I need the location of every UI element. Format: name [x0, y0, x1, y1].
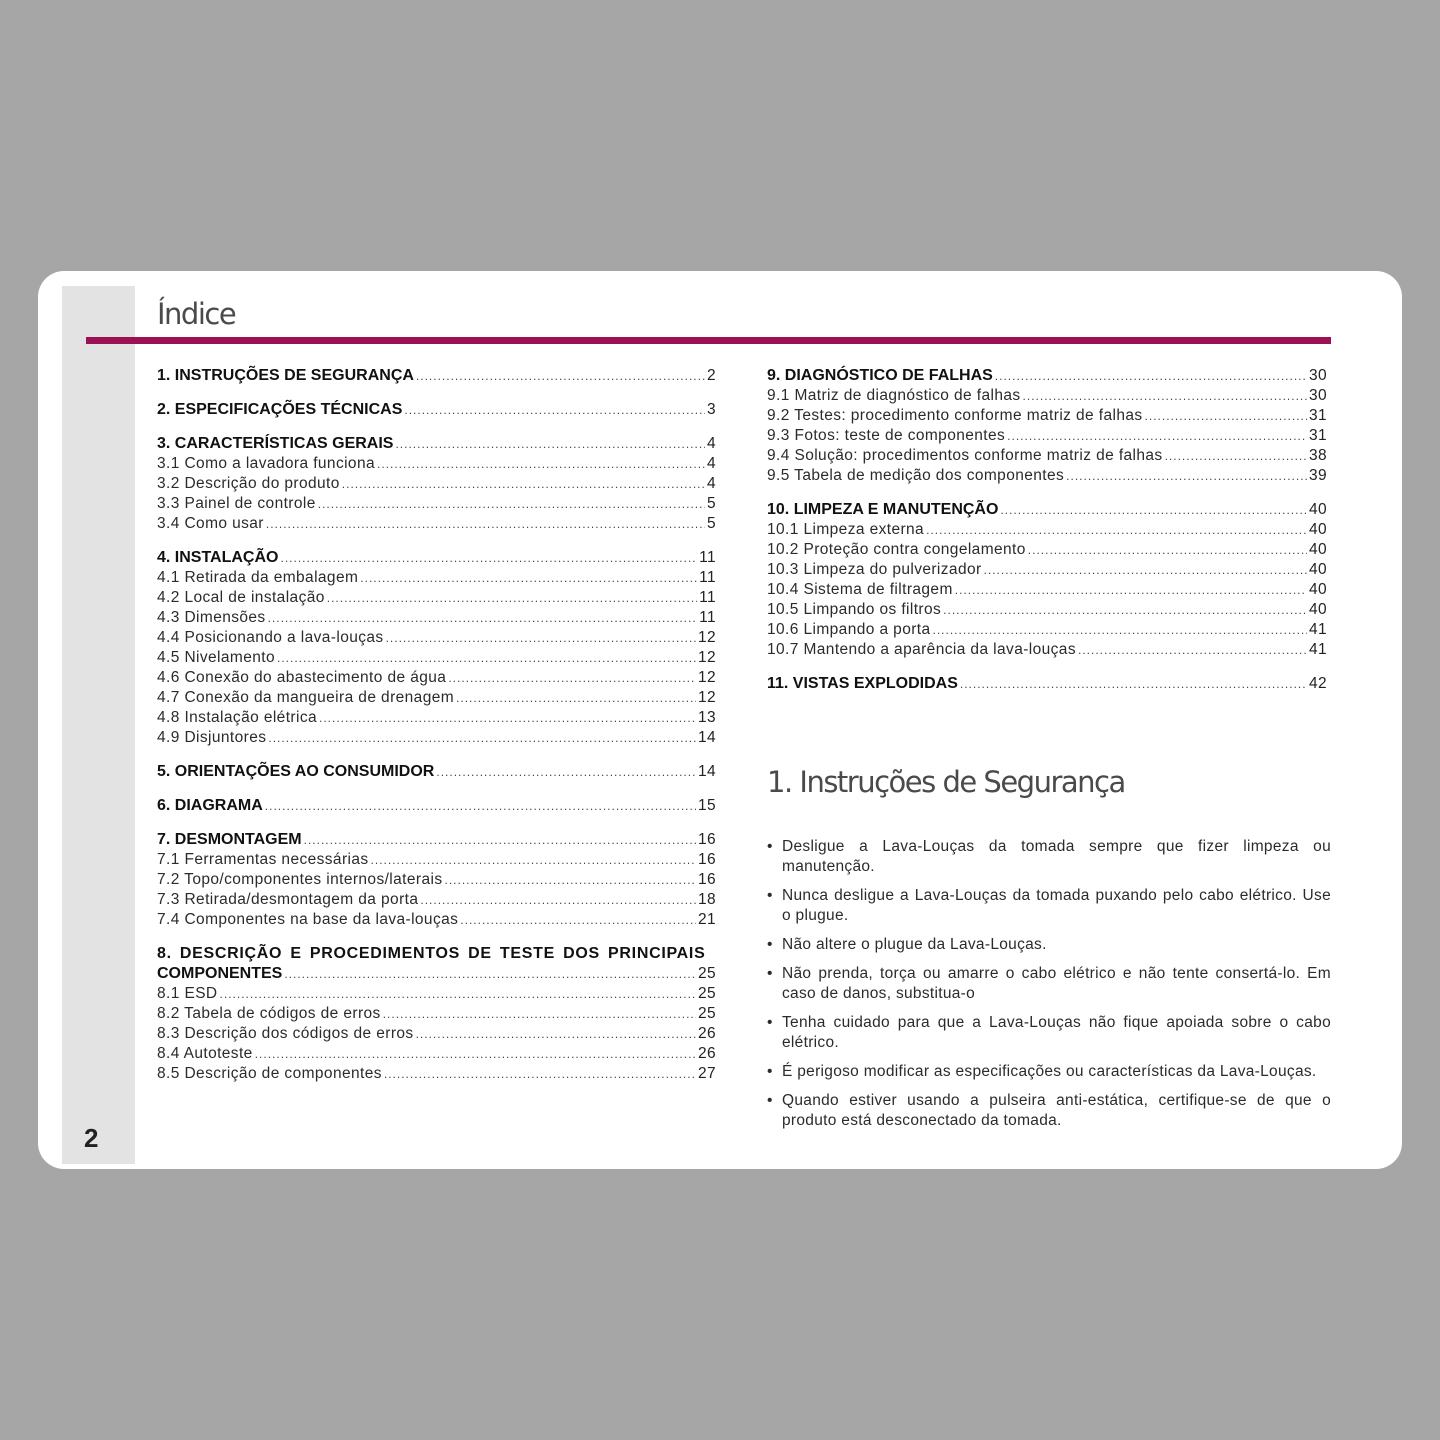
- safety-instruction-text: Tenha cuidado para que a Lava-Louças não fique apoiada sobre o cabo elétrico.: [782, 1014, 1331, 1051]
- toc-entry-label: 10.1 Limpeza externa: [767, 521, 925, 538]
- toc-entry-label: 4.3 Dimensões: [157, 609, 266, 626]
- toc-subsection-entry[interactable]: [157, 890, 716, 910]
- safety-instructions-list: [767, 837, 1331, 1140]
- toc-group: [157, 830, 716, 930]
- toc-entry-label: COMPONENTES: [157, 965, 283, 982]
- toc-dot-leader: [318, 494, 705, 514]
- toc-subsection-entry[interactable]: [157, 628, 716, 648]
- toc-section-entry[interactable]: [157, 400, 716, 420]
- toc-entry-label: 7. DESMONTAGEM: [157, 831, 302, 848]
- toc-dot-leader: [1066, 466, 1307, 486]
- toc-dot-leader: [268, 608, 698, 628]
- toc-subsection-entry[interactable]: [157, 514, 716, 534]
- toc-dot-leader: [1000, 500, 1307, 520]
- toc-subsection-entry[interactable]: [157, 708, 716, 728]
- toc-section-entry[interactable]: [157, 366, 716, 386]
- toc-subsection-entry[interactable]: [157, 568, 716, 588]
- toc-subsection-entry[interactable]: [767, 560, 1327, 580]
- page-title: Índice: [157, 297, 236, 331]
- toc-page-number: 39: [1308, 467, 1327, 484]
- toc-page-number: 16: [697, 831, 716, 848]
- toc-entry-label: 4.8 Instalação elétrica: [157, 709, 317, 726]
- toc-page-number: 12: [697, 669, 716, 686]
- toc-subsection-entry[interactable]: [157, 588, 716, 608]
- toc-dot-leader: [460, 910, 696, 930]
- toc-subsection-entry[interactable]: [767, 580, 1327, 600]
- toc-entry-label: 9.2 Testes: procedimento conforme matriz de falhas: [767, 407, 1143, 424]
- toc-entry-label: 9.1 Matriz de diagnóstico de falhas: [767, 387, 1021, 404]
- toc-entry-label: 7.1 Ferramentas necessárias: [157, 851, 369, 868]
- safety-instruction-item: [767, 1013, 1331, 1053]
- toc-dot-leader: [386, 628, 696, 648]
- safety-instruction-item: [767, 837, 1331, 877]
- bullet-icon: •: [767, 838, 773, 855]
- toc-page-number: 5: [706, 495, 716, 512]
- toc-entry-label: 3. CARACTERÍSTICAS GERAIS: [157, 435, 394, 452]
- side-strip: [62, 286, 135, 1164]
- toc-dot-leader: [960, 674, 1307, 694]
- toc-subsection-entry[interactable]: [157, 1024, 716, 1044]
- toc-entry-label: 8.1 ESD: [157, 985, 218, 1002]
- toc-page-number: 27: [697, 1065, 716, 1082]
- toc-entry-label: 9.4 Solução: procedimentos conforme matriz de falhas: [767, 447, 1163, 464]
- toc-entry-label: 8.2 Tabela de códigos de erros: [157, 1005, 381, 1022]
- toc-page-number: 41: [1308, 621, 1327, 638]
- toc-entry-label: 10.6 Limpando a porta: [767, 621, 931, 638]
- toc-entry-label: 4.7 Conexão da mangueira de drenagem: [157, 689, 455, 706]
- toc-group: [157, 434, 716, 534]
- toc-subsection-entry[interactable]: [157, 668, 716, 688]
- toc-page-number: 12: [697, 649, 716, 666]
- toc-entry-label: 10.5 Limpando os filtros: [767, 601, 942, 618]
- toc-subsection-entry[interactable]: [157, 608, 716, 628]
- toc-page-number: 25: [697, 985, 716, 1002]
- toc-page-number: 31: [1308, 407, 1327, 424]
- section-title: 1. Instruções de Segurança: [767, 765, 1125, 799]
- toc-page-number: 30: [1308, 367, 1327, 384]
- toc-dot-leader: [377, 454, 705, 474]
- toc-dot-leader: [384, 1064, 696, 1084]
- toc-dot-leader: [448, 668, 696, 688]
- toc-dot-leader: [456, 688, 696, 708]
- safety-instruction-item: [767, 964, 1331, 1004]
- toc-page-number: 12: [697, 689, 716, 706]
- toc-dot-leader: [984, 560, 1307, 580]
- toc-entry-label: 3.2 Descrição do produto: [157, 475, 340, 492]
- bullet-icon: •: [767, 1092, 773, 1109]
- toc-subsection-entry[interactable]: [767, 620, 1327, 640]
- toc-section-entry[interactable]: [157, 964, 716, 984]
- toc-entry-label: 8.5 Descrição de componentes: [157, 1065, 382, 1082]
- safety-instruction-text: Desligue a Lava-Louças da tomada sempre que fizer limpeza ou manutenção.: [782, 838, 1331, 875]
- toc-subsection-entry[interactable]: [157, 984, 716, 1004]
- toc-entry-label: 10.4 Sistema de filtragem: [767, 581, 953, 598]
- toc-subsection-entry[interactable]: [157, 688, 716, 708]
- toc-page-number: 21: [697, 911, 716, 928]
- toc-subsection-entry[interactable]: [157, 870, 716, 890]
- toc-entry-label: 4.1 Retirada da embalagem: [157, 569, 359, 586]
- safety-instruction-item: [767, 935, 1331, 955]
- toc-dot-leader: [1078, 640, 1307, 660]
- toc-dot-leader: [255, 1044, 696, 1064]
- toc-page-number: 11: [699, 609, 716, 626]
- toc-group: [157, 366, 716, 386]
- toc-entry-label: 4.5 Nivelamento: [157, 649, 276, 666]
- toc-section-entry[interactable]: [157, 548, 716, 568]
- toc-dot-leader: [304, 830, 696, 850]
- toc-entry-label: 9.3 Fotos: teste de componentes: [767, 427, 1006, 444]
- toc-entry-label: 7.3 Retirada/desmontagem da porta: [157, 891, 419, 908]
- toc-subsection-entry[interactable]: [767, 600, 1327, 620]
- toc-page-number: 15: [697, 797, 716, 814]
- safety-instruction-text: É perigoso modificar as especificações ou características da Lava-Louças.: [782, 1063, 1317, 1080]
- bullet-icon: •: [767, 965, 773, 982]
- toc-section-entry[interactable]: [767, 366, 1327, 386]
- toc-dot-leader: [436, 762, 696, 782]
- toc-page-number: 26: [697, 1025, 716, 1042]
- toc-entry-label: 2. ESPECIFICAÇÕES TÉCNICAS: [157, 401, 403, 418]
- toc-entry-label: 4.4 Posicionando a lava-louças: [157, 629, 384, 646]
- toc-dot-leader: [1165, 446, 1307, 466]
- title-divider: [86, 337, 1331, 344]
- toc-section-entry[interactable]: [157, 944, 716, 964]
- toc-page-number: 25: [697, 965, 716, 982]
- toc-subsection-entry[interactable]: [767, 386, 1327, 406]
- toc-page-number: 4: [706, 455, 716, 472]
- toc-group: [157, 762, 716, 782]
- toc-entry-label: 4.6 Conexão do abastecimento de água: [157, 669, 447, 686]
- toc-entry-label: 3.1 Como a lavadora funciona: [157, 455, 375, 472]
- toc-entry-label: 10.7 Mantendo a aparência da lava-louças: [767, 641, 1076, 658]
- toc-group: [157, 548, 716, 748]
- toc-entry-label: 10.2 Proteção contra congelamento: [767, 541, 1026, 558]
- manual-page: [38, 271, 1402, 1169]
- safety-instruction-text: Não prenda, torça ou amarre o cabo elétrico e não tente consertá-lo. Em caso de danos, substitua-o: [782, 965, 1331, 1002]
- toc-subsection-entry[interactable]: [767, 640, 1327, 660]
- toc-subsection-entry[interactable]: [767, 446, 1327, 466]
- safety-instruction-text: Nunca desligue a Lava-Louças da tomada puxando pelo cabo elétrico. Use o plugue.: [782, 887, 1331, 924]
- toc-section-entry[interactable]: [767, 674, 1327, 694]
- toc-dot-leader: [1007, 426, 1307, 446]
- toc-dot-leader: [1028, 540, 1307, 560]
- toc-dot-leader: [383, 1004, 696, 1024]
- safety-instruction-item: [767, 1091, 1331, 1131]
- toc-entry-label: 4.9 Disjuntores: [157, 729, 267, 746]
- toc-page-number: 30: [1308, 387, 1327, 404]
- toc-dot-leader: [1023, 386, 1307, 406]
- toc-page-number: 5: [706, 515, 716, 532]
- toc-subsection-entry[interactable]: [157, 1064, 716, 1084]
- toc-subsection-entry[interactable]: [767, 520, 1327, 540]
- toc-page-number: 11: [699, 589, 716, 606]
- toc-page-number: 42: [1308, 675, 1327, 692]
- toc-subsection-entry[interactable]: [767, 406, 1327, 426]
- toc-entry-label: 11. VISTAS EXPLODIDAS: [767, 675, 958, 692]
- toc-subsection-entry[interactable]: [157, 1044, 716, 1064]
- toc-group: [767, 500, 1327, 660]
- toc-entry-label: 8.4 Autoteste: [157, 1045, 253, 1062]
- toc-dot-leader: [284, 964, 696, 984]
- toc-entry-label: 10. LIMPEZA E MANUTENÇÃO: [767, 501, 999, 518]
- toc-dot-leader: [1145, 406, 1307, 426]
- bullet-icon: •: [767, 887, 773, 904]
- toc-dot-leader: [371, 850, 696, 870]
- toc-page-number: 25: [697, 1005, 716, 1022]
- toc-dot-leader: [955, 580, 1307, 600]
- toc-page-number: 16: [697, 871, 716, 888]
- toc-group: [767, 366, 1327, 486]
- toc-dot-leader: [933, 620, 1307, 640]
- toc-group: [767, 674, 1327, 694]
- safety-instruction-item: [767, 886, 1331, 926]
- toc-section-entry[interactable]: [157, 434, 716, 454]
- toc-subsection-entry[interactable]: [157, 494, 716, 514]
- toc-page-number: 12: [697, 629, 716, 646]
- toc-entry-label: 3.3 Painel de controle: [157, 495, 316, 512]
- toc-page-number: 38: [1308, 447, 1327, 464]
- toc-page-number: 3: [706, 401, 716, 418]
- toc-page-number: 40: [1308, 601, 1327, 618]
- toc-entry-label: 9. DIAGNÓSTICO DE FALHAS: [767, 367, 993, 384]
- toc-dot-leader: [404, 400, 705, 420]
- bullet-icon: •: [767, 1014, 773, 1031]
- toc-page-number: 18: [697, 891, 716, 908]
- toc-page-number: 11: [699, 569, 716, 586]
- toc-entry-label: 8.3 Descrição dos códigos de erros: [157, 1025, 414, 1042]
- toc-dot-leader: [268, 728, 696, 748]
- toc-entry-label: 4. INSTALAÇÃO: [157, 549, 279, 566]
- toc-dot-leader: [220, 984, 696, 1004]
- toc-right-column: [767, 366, 1327, 708]
- toc-section-entry[interactable]: [157, 796, 716, 816]
- toc-page-number: 4: [706, 475, 716, 492]
- toc-group: [157, 944, 716, 1084]
- page-number: 2: [84, 1123, 99, 1153]
- toc-entry-label: 7.4 Componentes na base da lava-louças: [157, 911, 459, 928]
- toc-dot-leader: [266, 514, 705, 534]
- toc-page-number: 40: [1308, 581, 1327, 598]
- safety-instruction-item: [767, 1062, 1331, 1082]
- bullet-icon: •: [767, 1063, 773, 1080]
- toc-entry-label: 10.3 Limpeza do pulverizador: [767, 561, 982, 578]
- toc-page-number: 40: [1308, 561, 1327, 578]
- toc-dot-leader: [943, 600, 1307, 620]
- toc-page-number: 40: [1308, 501, 1327, 518]
- toc-page-number: 31: [1308, 427, 1327, 444]
- toc-subsection-entry[interactable]: [157, 648, 716, 668]
- toc-dot-leader: [995, 366, 1307, 386]
- toc-section-entry[interactable]: [157, 762, 716, 782]
- toc-dot-leader: [416, 1024, 696, 1044]
- toc-subsection-entry[interactable]: [767, 466, 1327, 486]
- toc-group: [157, 400, 716, 420]
- toc-page-number: 26: [697, 1045, 716, 1062]
- toc-subsection-entry[interactable]: [767, 540, 1327, 560]
- toc-dot-leader: [360, 568, 697, 588]
- toc-dot-leader: [342, 474, 705, 494]
- toc-page-number: 11: [699, 549, 716, 566]
- toc-page-number: 16: [697, 851, 716, 868]
- toc-page-number: 13: [697, 709, 716, 726]
- toc-entry-label: 7.2 Topo/componentes internos/laterais: [157, 871, 443, 888]
- toc-section-entry[interactable]: [767, 500, 1327, 520]
- toc-subsection-entry[interactable]: [157, 474, 716, 494]
- toc-subsection-entry[interactable]: [157, 454, 716, 474]
- toc-page-number: 14: [697, 763, 716, 780]
- toc-subsection-entry[interactable]: [157, 910, 716, 930]
- toc-group: [157, 796, 716, 816]
- toc-entry-label: 4.2 Local de instalação: [157, 589, 325, 606]
- toc-subsection-entry[interactable]: [157, 728, 716, 748]
- toc-dot-leader: [926, 520, 1307, 540]
- toc-dot-leader: [416, 366, 705, 386]
- toc-entry-label: 6. DIAGRAMA: [157, 797, 263, 814]
- toc-section-entry[interactable]: [157, 830, 716, 850]
- toc-subsection-entry[interactable]: [157, 1004, 716, 1024]
- toc-dot-leader: [277, 648, 696, 668]
- toc-dot-leader: [420, 890, 696, 910]
- toc-page-number: 41: [1308, 641, 1327, 658]
- toc-page-number: 4: [706, 435, 716, 452]
- toc-dot-leader: [319, 708, 696, 728]
- toc-left-column: [157, 366, 716, 1098]
- toc-entry-label: 8. DESCRIÇÃO E PROCEDIMENTOS DE TESTE DOS PRINCIPAIS: [157, 945, 706, 962]
- bullet-icon: •: [767, 936, 773, 953]
- toc-page-number: 40: [1308, 521, 1327, 538]
- toc-entry-label: 1. INSTRUÇÕES DE SEGURANÇA: [157, 367, 414, 384]
- toc-dot-leader: [327, 588, 697, 608]
- safety-instruction-text: Não altere o plugue da Lava-Louças.: [782, 936, 1047, 953]
- toc-page-number: 14: [697, 729, 716, 746]
- toc-subsection-entry[interactable]: [157, 850, 716, 870]
- toc-page-number: 2: [706, 367, 716, 384]
- toc-page-number: 40: [1308, 541, 1327, 558]
- toc-dot-leader: [444, 870, 695, 890]
- toc-entry-label: 9.5 Tabela de medição dos componentes: [767, 467, 1065, 484]
- toc-subsection-entry[interactable]: [767, 426, 1327, 446]
- safety-instruction-text: Quando estiver usando a pulseira anti-estática, certifique-se de que o produto está desconectado da tomada.: [782, 1092, 1331, 1129]
- toc-dot-leader: [395, 434, 705, 454]
- toc-entry-label: 5. ORIENTAÇÕES AO CONSUMIDOR: [157, 763, 435, 780]
- toc-dot-leader: [280, 548, 697, 568]
- toc-dot-leader: [265, 796, 696, 816]
- toc-entry-label: 3.4 Como usar: [157, 515, 264, 532]
